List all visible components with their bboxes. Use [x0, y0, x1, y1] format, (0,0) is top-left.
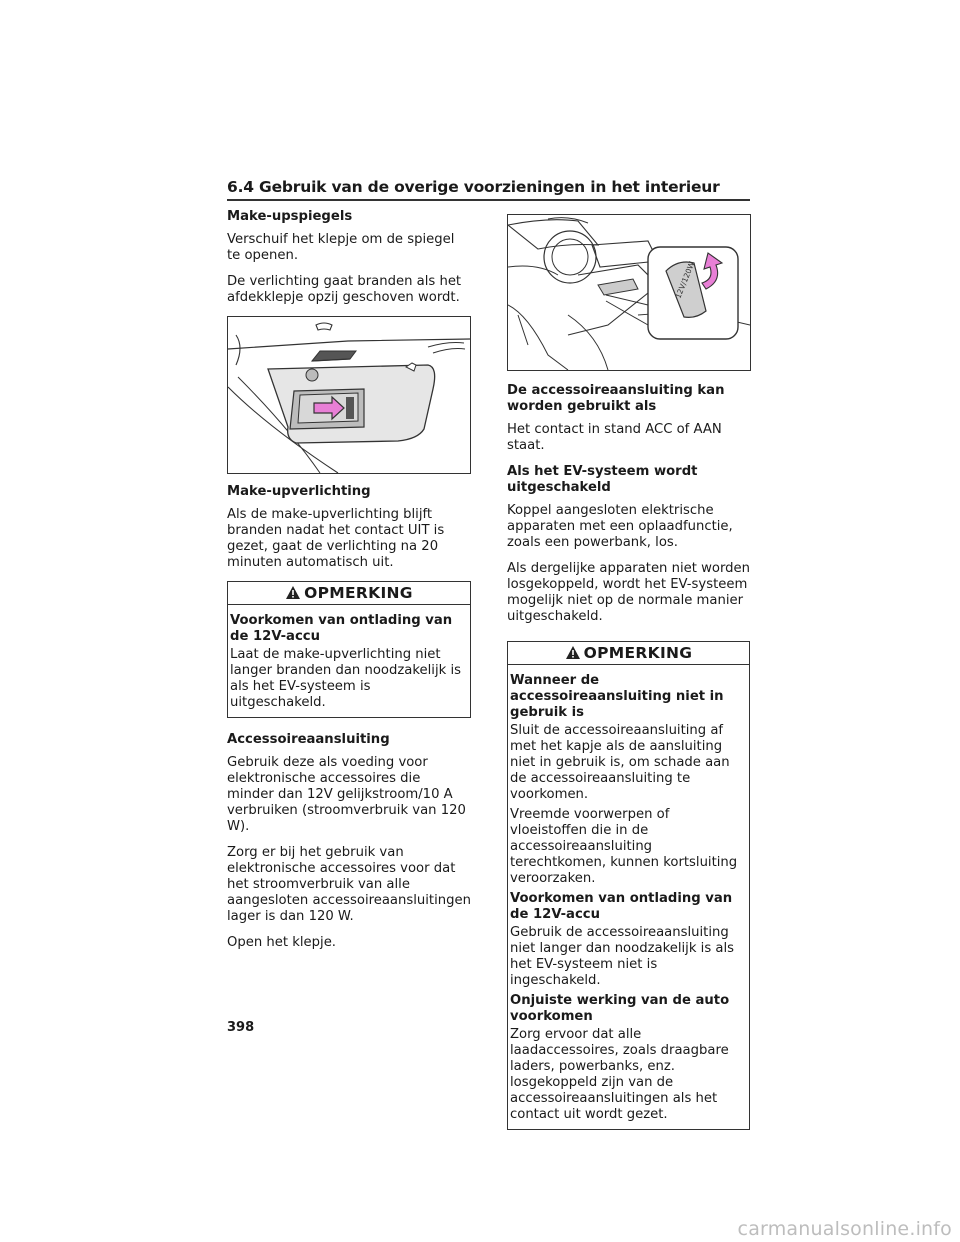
left-column: [227, 209, 471, 961]
usable-heading: De accessoireaansluiting kan worden gebruikt als: [507, 383, 725, 414]
note-item-text: Zorg ervoor dat alle laadaccessoires, zoals draagbare laders, powerbanks, enz. losgekoppeld zijn van de accessoireaansluitingen als het contact uit wordt gezet.: [510, 1027, 729, 1122]
accessory-socket-illustration: [508, 215, 750, 370]
makeup-mirrors-heading: Make-upspiegels: [227, 209, 353, 224]
makeup-mirrors-p1: Verschuif het klepje om de spiegel te openen.: [227, 232, 455, 263]
makeup-lighting-heading: Make-upverlichting: [227, 484, 371, 499]
accessory-p2: Zorg er bij het gebruik van elektronische accessoires voor dat het stroomverbruik van alle aangesloten accessoireaansluitingen lager is dan 120 W.: [227, 845, 471, 924]
ev-off-heading: Als het EV-systeem wordt uitgeschakeld: [507, 464, 698, 495]
note-item-text: Gebruik de accessoireaansluiting niet langer dan noodzakelijk is als het EV-systeem niet is ingeschakeld.: [510, 925, 735, 988]
accessory-p1: Gebruik deze als voeding voor elektronische accessoires die minder dan 12V gelijkstroom/10 A verbruiken (stroomverbruik van 120 W).: [227, 755, 466, 834]
section-header: 6.4 Gebruik van de overige voorzieningen in het interieur: [227, 178, 720, 196]
visor-mirror-figure: [227, 316, 471, 474]
ev-off-p2: Als dergelijke apparaten niet worden losgekoppeld, wordt het EV-systeem mogelijk niet op de normale manier uitgeschakeld.: [507, 561, 750, 624]
socket-label: 12V/120W: [673, 260, 697, 300]
right-column: [507, 383, 750, 1144]
accessory-p3: Open het klepje.: [227, 935, 337, 950]
note-item-heading: Voorkomen van ontlading van de 12V-accu: [510, 891, 733, 922]
note-item-heading: Wanneer de accessoireaansluiting niet in gebruik is: [510, 673, 724, 720]
accessory-heading: Accessoireaansluiting: [227, 732, 390, 747]
warning-icon: [565, 644, 581, 666]
makeup-lighting-p1: Als de make-upverlichting blijft branden nadat het contact UIT is gezet, gaat de verlichting na 20 minuten automatisch uit.: [227, 507, 445, 570]
makeup-mirrors-p2: De verlichting gaat branden als het afdekklepje opzij geschoven wordt.: [227, 274, 462, 305]
note-item-heading: Voorkomen van ontlading van de 12V-accu: [230, 613, 453, 644]
note-item-text: Sluit de accessoireaansluiting af met het kapje als de aansluiting niet in gebruik is, om schade aan de accessoireaansluiting te voorkomen.: [510, 723, 730, 802]
note-item-heading: Onjuiste werking van de auto voorkomen: [510, 993, 730, 1024]
watermark-link[interactable]: carmanualsonline.info: [737, 1218, 952, 1240]
note-title-right: [508, 642, 749, 665]
note-box-right: [507, 641, 750, 1130]
note-item-text: Vreemde voorwerpen of vloeistoffen die in de accessoireaansluiting terechtkomen, kunnen kortsluiting veroorzaken.: [510, 807, 738, 886]
note-title-left: [228, 582, 470, 605]
visor-mirror-illustration: [228, 317, 470, 473]
usable-p1: Het contact in stand ACC of AAN staat.: [507, 422, 722, 453]
accessory-socket-figure: [507, 214, 751, 371]
page-number: 398: [227, 1020, 255, 1035]
note-title-text: OPMERKING: [304, 584, 413, 602]
warning-icon: [285, 584, 301, 606]
note-title-text: OPMERKING: [583, 644, 693, 662]
note-item-text: Laat de make-upverlichting niet langer branden dan noodzakelijk is als het EV-systeem is uitgeschakeld.: [230, 647, 461, 710]
header-rule: [227, 199, 750, 201]
ev-off-p1: Koppel aangesloten elektrische apparaten met een oplaadfunctie, zoals een powerbank, los.: [507, 503, 733, 550]
note-box-left: [227, 581, 471, 718]
